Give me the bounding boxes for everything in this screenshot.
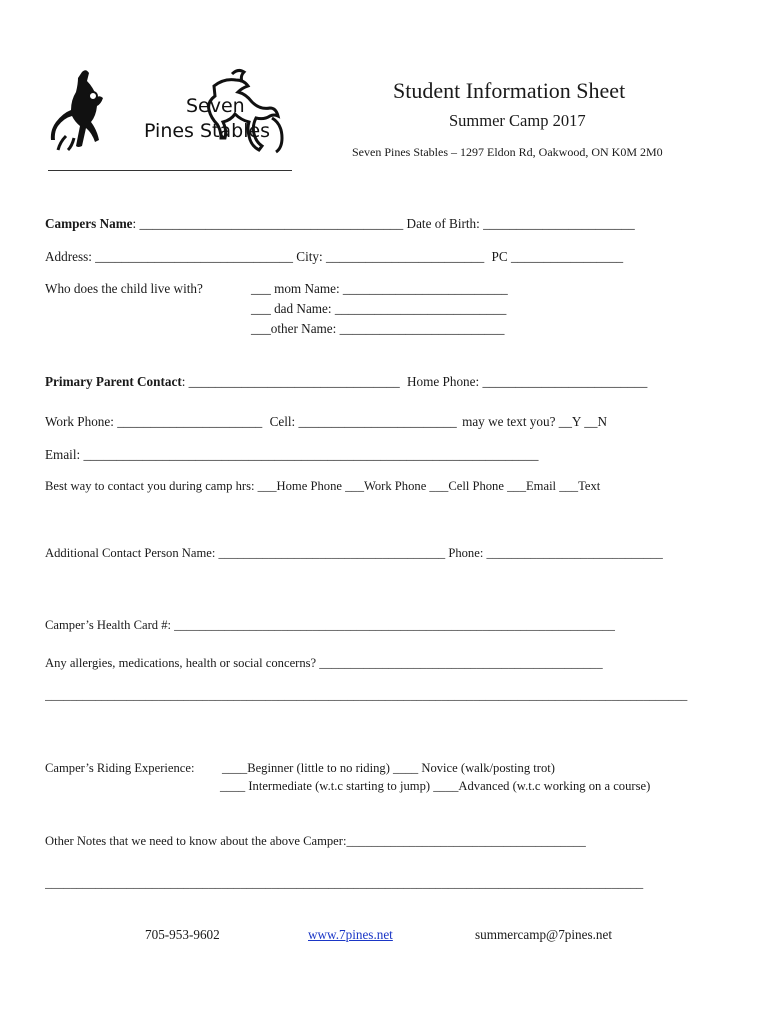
- stable-logo: [44, 66, 294, 174]
- other-name-field[interactable]: ___other Name: _________________________: [251, 321, 505, 336]
- text-permission-field[interactable]: may we text you? __Y __N: [462, 414, 607, 429]
- left-horse-shape: [51, 70, 103, 147]
- date-of-birth-field[interactable]: Date of Birth: _______________________: [406, 216, 635, 231]
- campers-name-label: Campers Name: [45, 216, 133, 231]
- campers-name-field[interactable]: : ________________________________________: [132, 216, 407, 231]
- other-notes-field[interactable]: Other Notes that we need to know about the above Camper:______________________________________: [45, 834, 586, 848]
- logo-wordmark: [144, 94, 270, 144]
- horse-tail-shape: [272, 118, 282, 152]
- campers-name-row: [45, 216, 635, 232]
- home-phone-field[interactable]: Home Phone: _________________________: [406, 374, 648, 389]
- left-horse-legs-shape: [58, 136, 74, 150]
- best-contact-method-field[interactable]: Best way to contact you during camp hrs: ___Home Phone ___Work Phone ___Cell Phone ___Email ___Text: [45, 479, 601, 493]
- allergies-field[interactable]: Any allergies, medications, health or social concerns? _____________________________________________: [45, 656, 603, 670]
- page-subtitle: Summer Camp 2017: [449, 111, 586, 130]
- other-notes-continuation-line[interactable]: _______________________________________________________________________________________________: [45, 876, 644, 890]
- allergies-continuation-line[interactable]: ______________________________________________________________________________________________________: [45, 688, 688, 702]
- riding-level-row-1[interactable]: ____Beginner (little to no riding) ____ Novice (walk/posting trot): [222, 761, 555, 775]
- lives-with-question: Who does the child live with?: [45, 281, 203, 296]
- additional-phone-field[interactable]: Phone: ____________________________: [448, 546, 663, 560]
- rider-head-shape: [89, 92, 97, 100]
- logo-line-1: Seven: [186, 95, 245, 117]
- primary-contact-label: Primary Parent Contact: [45, 374, 182, 389]
- logo-line-2: Pines Stables: [144, 120, 271, 142]
- postal-code-field[interactable]: PC _________________: [491, 249, 624, 264]
- primary-contact-row: [45, 374, 647, 390]
- page-title: Student Information Sheet: [393, 78, 626, 103]
- mom-name-field[interactable]: ___ mom Name: _________________________: [251, 281, 508, 296]
- city-field[interactable]: City: ________________________: [296, 249, 488, 264]
- additional-contact-row: [45, 546, 663, 561]
- address-field[interactable]: Address: ______________________________: [45, 249, 297, 264]
- dad-name-field[interactable]: ___ dad Name: __________________________: [251, 301, 507, 316]
- footer-phone: 705-953-9602: [145, 927, 220, 942]
- stable-address: Seven Pines Stables – 1297 Eldon Rd, Oakwood, ON K0M 2M0: [352, 145, 663, 159]
- health-card-field[interactable]: Camper’s Health Card #: ______________________________________________________________________: [45, 618, 615, 632]
- riding-level-row-2[interactable]: ____ Intermediate (w.t.c starting to jump) ____Advanced (w.t.c working on a course): [220, 779, 651, 793]
- phone-row: [45, 414, 607, 430]
- footer-email: summercamp@7pines.net: [475, 927, 613, 942]
- footer-website-link[interactable]: www.7pines.net: [308, 927, 393, 942]
- logo-underline-rule: [48, 170, 292, 171]
- email-field[interactable]: Email: _____________________________________________________________________: [45, 447, 539, 462]
- cell-field[interactable]: Cell: ________________________: [269, 414, 461, 429]
- riding-experience-label: Camper’s Riding Experience:: [45, 761, 195, 775]
- additional-contact-field[interactable]: Additional Contact Person Name: ____________________________________: [45, 546, 449, 560]
- work-phone-field[interactable]: Work Phone: ______________________: [45, 414, 266, 429]
- address-row: [45, 249, 623, 265]
- primary-contact-field[interactable]: : ________________________________: [181, 374, 403, 389]
